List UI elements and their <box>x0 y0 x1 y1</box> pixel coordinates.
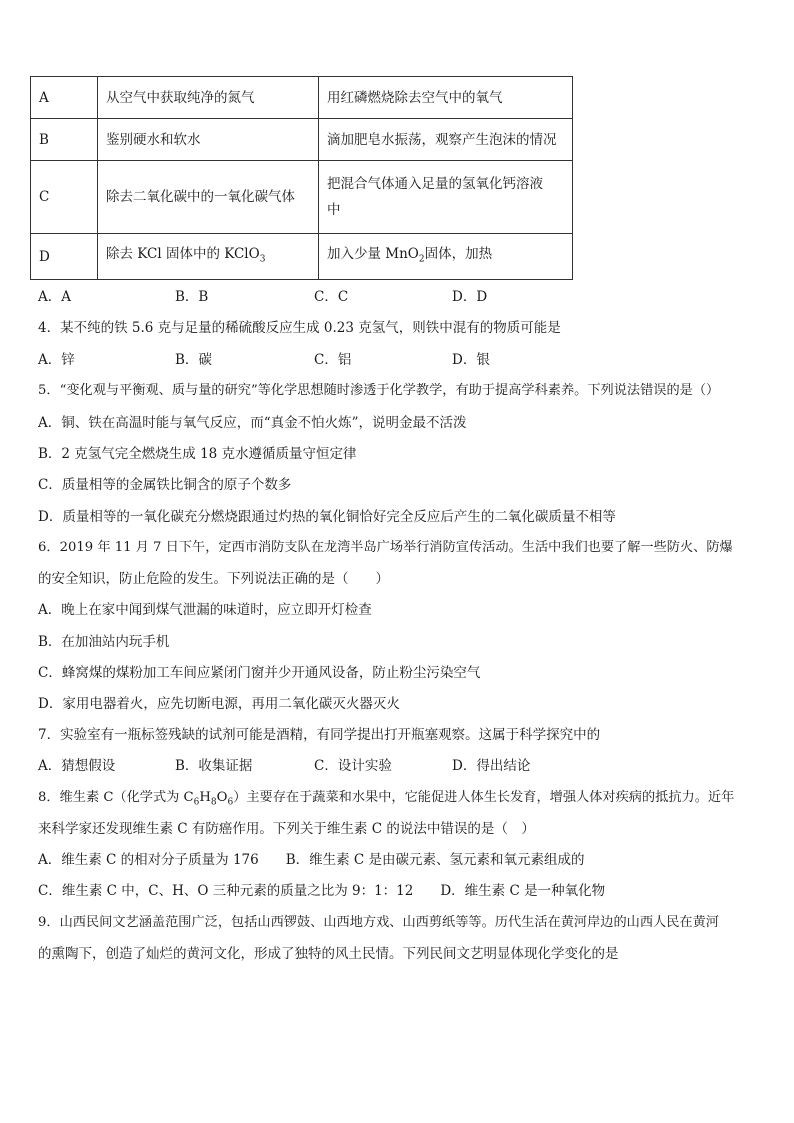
subscript: 8 <box>210 797 217 808</box>
table-row <box>31 234 573 280</box>
q6-stem-line2: 的安全知识，防止危险的发生。下列说法正确的是（ ） <box>38 571 389 587</box>
subscript: 3 <box>259 254 266 265</box>
q6-option-a: A．晚上在家中闻到煤气泄漏的味道时，应立即开灯检查 <box>38 602 372 618</box>
choice-b: B．碳 <box>175 352 212 368</box>
goal-text: 除去 KCl 固体中的 KClO <box>106 245 260 262</box>
q9-stem-line1: 9．山西民间文艺涵盖范围广泛，包括山西锣鼓、山西地方戏、山西剪纸等等。历代生活在黄河岸边的山西人民在黄河 <box>38 915 719 930</box>
row-label: C <box>31 161 98 234</box>
method-text: 把混合气体通入足量的氢氧化钙溶液 <box>327 176 543 192</box>
table-row <box>31 77 573 119</box>
formula-h: H <box>199 790 211 805</box>
q8-options-ab: A．维生素 C 的相对分子质量为 176 B．维生素 C 是由碳元素、氢元素和氧元素组成的 <box>38 852 585 868</box>
q8-options-cd: C．维生素 C 中，C、H、O 三种元素的质量之比为 9：1：12 D．维生素 C 是一种氧化物 <box>38 883 606 899</box>
q7-stem: 7．实验室有一瓶标签残缺的试剂可能是酒精，有同学提出打开瓶塞观察。这属于科学探究中的 <box>38 727 601 743</box>
table-row <box>31 119 573 161</box>
method-cell <box>319 161 573 234</box>
goal-cell: 从空气中获取纯净的氮气 <box>98 77 319 119</box>
row-label: D <box>31 234 98 280</box>
choice-d: D．D <box>452 289 488 305</box>
table-row <box>31 161 573 234</box>
method-cell <box>319 234 573 280</box>
experiment-table <box>30 76 573 280</box>
q8-stem-pre: 8．维生素 C（化学式为 C <box>38 790 194 805</box>
q5-option-d: D．质量相等的一氧化碳充分燃烧跟通过灼热的氧化铜恰好完全反应后产生的二氧化碳质量不相等 <box>38 509 616 525</box>
choice-b: B．收集证据 <box>175 758 253 774</box>
formula-o: O <box>216 790 228 805</box>
method-text-cont: 中 <box>327 202 341 218</box>
row-label: A <box>31 77 98 119</box>
choice-a: A．猜想假设 <box>38 758 116 774</box>
q6-option-d: D．家用电器着火，应先切断电源，再用二氧化碳灭火器灭火 <box>38 696 400 712</box>
choice-d: D．得出结论 <box>452 758 531 774</box>
method-cell: 滴加肥皂水振荡，观察产生泡沫的情况 <box>319 119 573 161</box>
q5-option-a: A．铜、铁在高温时能与氧气反应，而“真金不怕火炼”，说明金最不活泼 <box>38 415 467 431</box>
choice-c: C．设计实验 <box>314 758 392 774</box>
subscript: 6 <box>193 797 200 808</box>
subscript: 2 <box>418 254 425 265</box>
goal-cell: 除去二氧化碳中的一氧化碳气体 <box>98 161 319 234</box>
subscript: 6 <box>227 797 234 808</box>
goal-cell <box>98 234 319 280</box>
choice-a: A．A <box>38 289 71 305</box>
q9-stem-line2: 的熏陶下，创造了灿烂的黄河文化，形成了独特的风土民情。下列民间文艺明显体现化学变化的是 <box>38 946 619 962</box>
choice-c: C．铝 <box>314 352 352 368</box>
goal-cell: 鉴别硬水和软水 <box>98 119 319 161</box>
q8-stem-line2: 来科学家还发现维生素 C 有防癌作用。下列关于维生素 C 的说法中错误的是（ ） <box>38 821 535 837</box>
row-label: B <box>31 119 98 161</box>
q5-option-c: C．质量相等的金属铁比铜含的原子个数多 <box>38 477 292 493</box>
q8-stem-post: ）主要存在于蔬菜和水果中，它能促进人体生长发育，增强人体对疾病的抵抗力。近年 <box>233 790 735 805</box>
q4-stem: 4．某不纯的铁 5.6 克与足量的稀硫酸反应生成 0.23 克氢气，则铁中混有的物质可能是 <box>38 320 561 336</box>
method-text: 加入少量 MnO <box>327 245 419 262</box>
q6-stem-line1: 6．2019 年 11 月 7 日下午，定西市消防支队在龙湾半岛广场举行消防宣传活动。生活中我们也要了解一些防火、防爆 <box>38 540 733 555</box>
q5-option-b: B．2 克氢气完全燃烧生成 18 克水遵循质量守恒定律 <box>38 446 357 462</box>
method-text-post: 固体，加热 <box>424 245 493 262</box>
q5-stem: 5．“变化观与平衡观、质与量的研究”等化学思想随时渗透于化学教学，有助于提高学科素养。下列说法错误的是（） <box>38 383 720 398</box>
choice-a: A．锌 <box>38 352 75 368</box>
q6-option-b: B．在加油站内玩手机 <box>38 634 170 650</box>
choice-d: D．银 <box>452 352 490 368</box>
method-cell: 用红磷燃烧除去空气中的氧气 <box>319 77 573 119</box>
q6-option-c: C．蜂窝煤的煤粉加工车间应紧闭门窗并少开通风设备，防止粉尘污染空气 <box>38 665 481 681</box>
q8-stem-line1 <box>38 788 734 813</box>
choice-b: B．B <box>175 289 209 305</box>
choice-c: C．C <box>314 289 349 305</box>
